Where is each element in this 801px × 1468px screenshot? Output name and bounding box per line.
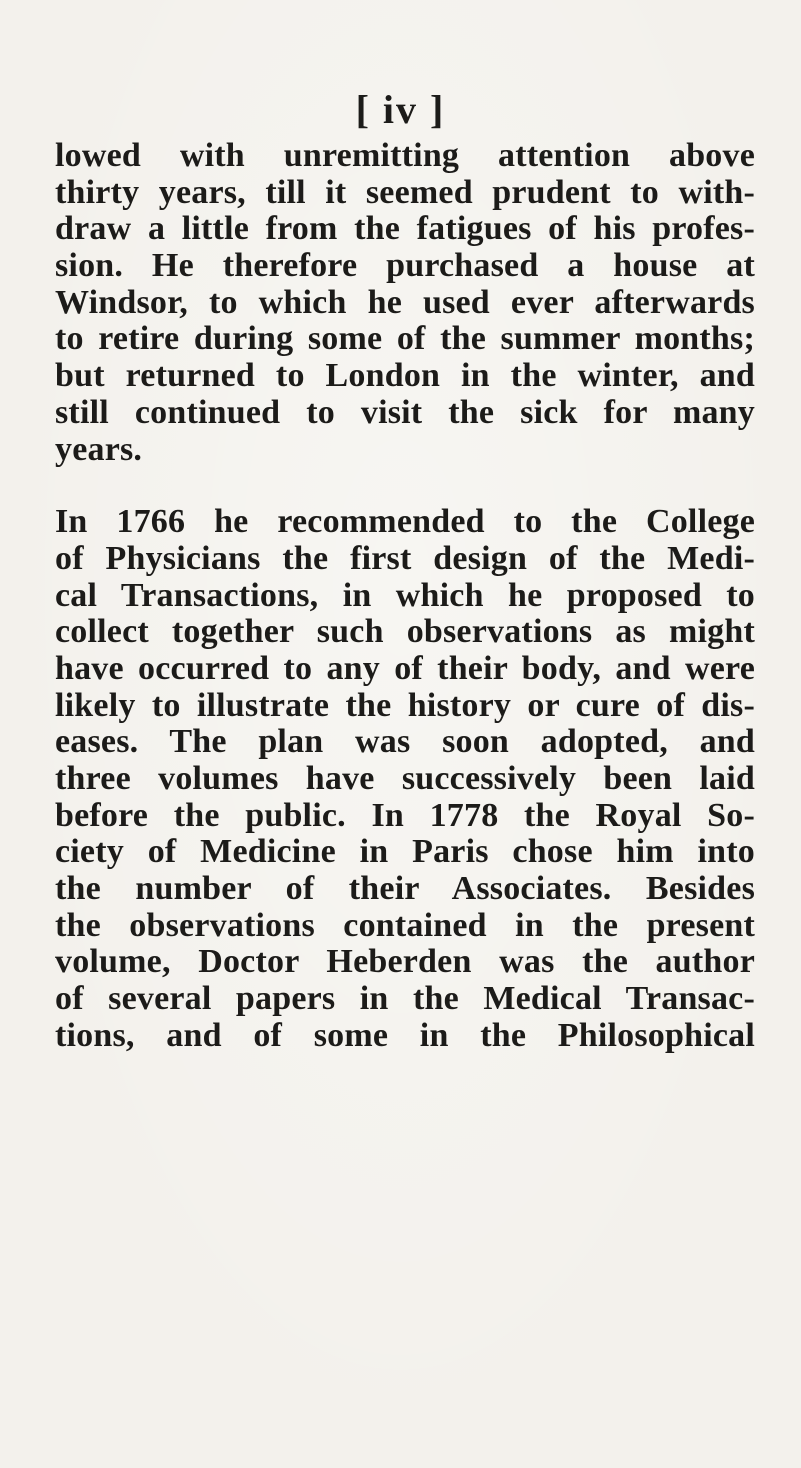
text-line: of Physicians the first design of the Medi- [55,539,755,577]
text-line: eases. The plan was soon adopted, and [55,723,755,761]
text-line: sion. He therefore purchased a house at [55,247,755,285]
text-line: ciety of Medicine in Paris chose him into [55,833,755,871]
text-line: before the public. In 1778 the Royal So- [55,796,755,834]
paragraph-2 [55,504,755,1054]
text-line: to retire during some of the summer months; [55,320,755,358]
text-line: but returned to London in the winter, and [55,357,755,395]
body-text [55,138,755,1055]
paragraph-1 [55,138,755,468]
text-line: have occurred to any of their body, and were [55,649,755,687]
text-line: collect together such observations as might [55,613,755,651]
text-line: tions, and of some in the Philosophical [55,1016,755,1054]
text-line: cal Transactions, in which he proposed to [55,576,755,614]
text-line: volume, Doctor Heberden was the author [55,943,755,981]
text-line: years. [55,430,143,468]
text-line: three volumes have successively been laid [55,760,755,797]
text-line: draw a little from the fatigues of his profes- [55,210,755,248]
paragraph-gap [55,468,755,504]
text-line: Windsor, to which he used ever afterwards [55,283,755,321]
text-line: likely to illustrate the history or cure of dis- [55,686,755,724]
text-line: the number of their Associates. Besides [55,870,755,908]
text-line: of several papers in the Medical Transac- [55,980,755,1018]
page-number: [ iv ] [355,87,446,132]
text-line: lowed with unremitting attention above [55,137,755,174]
text-line: the observations contained in the present [55,906,755,944]
text-line: still continued to visit the sick for many [55,393,755,431]
text-line: In 1766 he recommended to the College [55,503,755,541]
text-line: thirty years, till it seemed prudent to with- [55,173,755,211]
